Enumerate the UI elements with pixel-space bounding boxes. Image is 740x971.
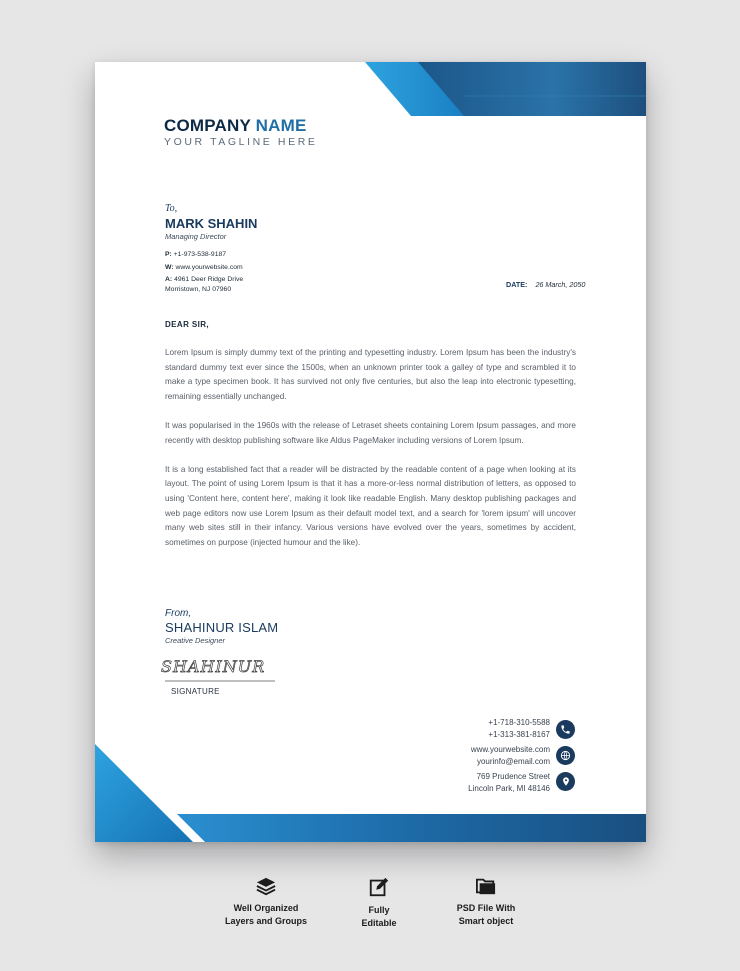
footer-online: [468, 744, 550, 767]
feature-editable: [344, 876, 414, 930]
feature-layers: [216, 876, 316, 928]
recipient-web: www.yourwebsite.com: [175, 263, 243, 271]
greeting: DEAR SIR,: [165, 320, 210, 329]
phone-icon: [556, 720, 575, 739]
feature-layers-line2: Layers and Groups: [224, 916, 308, 926]
feature-editable-line2: Editable: [361, 918, 397, 928]
letterhead-sheet: [95, 62, 646, 842]
date-label: DATE:: [506, 280, 528, 289]
folder-icon: [475, 876, 497, 896]
footer-website: www.yourwebsite.com: [470, 745, 550, 754]
footer-contact: [468, 717, 550, 798]
web-label: W:: [165, 263, 174, 271]
letter-body: [165, 346, 576, 565]
paragraph: It was popularised in the 1960s with the release of Letraset sheets containing Lorem Ipsum passages, and more recently with desktop publishing software like Aldus PageMaker including versions of Lorem Ipsum.: [165, 420, 576, 445]
recipient-block: [165, 203, 257, 294]
recipient-contact: [165, 250, 257, 294]
edit-icon: [368, 876, 390, 898]
feature-psd-line1: PSD File With: [456, 903, 516, 913]
recipient-phone: +1-973-538-9187: [173, 251, 227, 258]
sender-title: Creative Designer: [165, 636, 226, 645]
footer-phones: [468, 717, 550, 740]
date-value: 26 March, 2050: [535, 280, 586, 289]
paragraph: Lorem Ipsum is simply dummy text of the printing and typesetting industry. Lorem Ipsum has been the industry's standard dummy text ever since the 1500s, when an unknown printer took a galley of type and scrambled it to make a type specimen book. It has survived not only five centuries, but also the leap into electronic typesetting, remaining essentially unchanged.: [165, 348, 576, 401]
sender-name: SHAHINUR ISLAM: [165, 620, 279, 635]
company-tagline: YOUR TAGLINE HERE: [164, 136, 318, 148]
company-block: [164, 116, 318, 149]
footer-phone-1: +1-718-310-5588: [488, 718, 550, 727]
paragraph: It is a long established fact that a reader will be distracted by the readable content of a page when looking at its layout. The point of using Lorem Ipsum is that it has a more-or-less normal distribution of letters, as opposed to using 'Content here, content here', making it look like readable English. Many desktop publishing packages and web page editors now use Lorem Ipsum as their default model text, and a search for 'lorem ipsum' will uncover many web sites still in their infancy. Various versions have evolved over the years, sometimes by accident, sometimes on purpose (injected humour and the like).: [165, 464, 576, 547]
recipient-address-line2: Morristown, NJ 07960: [165, 285, 232, 293]
location-pin-icon: [556, 772, 575, 791]
to-label: To,: [165, 203, 178, 214]
feature-psd-line2: Smart object: [458, 916, 514, 926]
feature-layers-line1: Well Organized: [233, 903, 299, 913]
recipient-title: Managing Director: [165, 232, 227, 241]
signature: [159, 652, 289, 688]
recipient-phone-row: [165, 250, 257, 260]
phone-label: P:: [165, 251, 172, 258]
from-label: From,: [165, 608, 192, 619]
footer-address-line1: 769 Prudence Street: [476, 772, 550, 781]
date-line: [506, 280, 585, 289]
recipient-address-line1: 4961 Deer Ridge Drive: [174, 276, 244, 283]
company-name-part1: COMPANY: [164, 116, 251, 135]
signature-label: SIGNATURE: [171, 687, 220, 696]
recipient-name: MARK SHAHIN: [165, 216, 258, 231]
footer-email: yourinfo@email.com: [476, 756, 550, 766]
address-label: A:: [165, 276, 173, 283]
globe-icon: [556, 746, 575, 765]
footer-address-line2: Lincoln Park, MI 48146: [468, 783, 550, 793]
bottom-stripe-light: [95, 744, 193, 842]
feature-editable-line1: Fully: [368, 905, 390, 915]
company-name: [164, 116, 318, 136]
sender-block: [165, 608, 278, 646]
footer-address: [468, 771, 550, 794]
bottom-stripe-dark: [177, 814, 646, 842]
recipient-web-row: [165, 263, 257, 273]
feature-psd: [440, 876, 532, 928]
layers-icon: [255, 876, 277, 896]
footer-phone-2: +1-313-381-8167: [488, 729, 550, 739]
signature-script: SHAHINUR: [161, 657, 266, 676]
company-name-part2: NAME: [255, 116, 307, 135]
recipient-address-row: [165, 275, 257, 294]
